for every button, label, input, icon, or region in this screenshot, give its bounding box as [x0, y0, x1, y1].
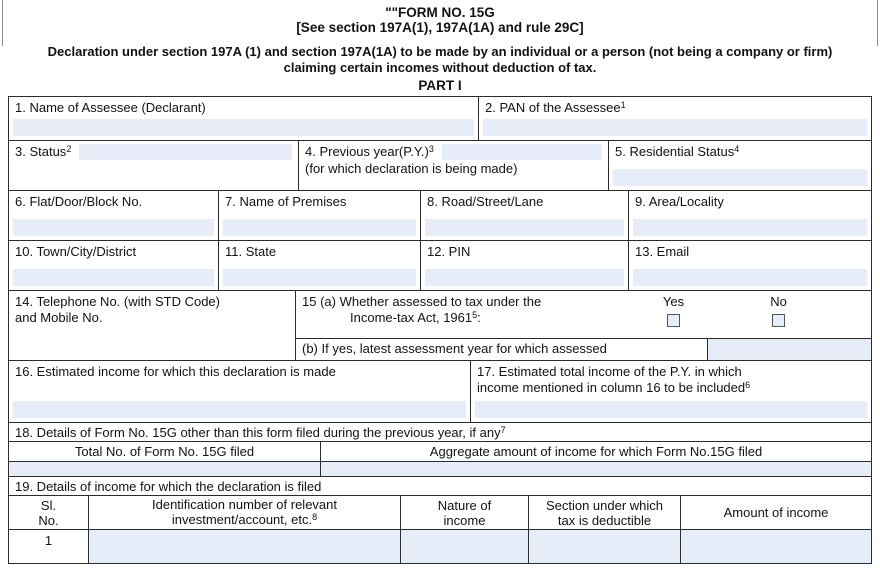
- road-label: 8. Road/Street/Lane: [427, 194, 544, 209]
- email-cell: [629, 241, 871, 290]
- area-cell: [629, 191, 871, 240]
- no-option: [726, 291, 831, 338]
- section-input[interactable]: [529, 530, 681, 563]
- flat-cell: [9, 191, 219, 240]
- spacer: [831, 291, 871, 338]
- sl-no-header: Sl. No.: [9, 496, 89, 529]
- name-of-assessee-input[interactable]: [13, 119, 474, 136]
- q15b-label: (b) If yes, latest assessment year for which assessed: [296, 339, 708, 360]
- q15a-row: [296, 291, 871, 339]
- form-subtitle: [See section 197A(1), 197A(1A) and rule 29C]: [296, 20, 584, 35]
- income-table-row: [9, 530, 871, 563]
- estimated-total-income-label: 17. Estimated total income of the P.Y. in which income mentioned in column 16 to be included$^6$: [477, 364, 751, 395]
- residential-status-input[interactable]: [613, 169, 867, 186]
- row-14-15: [9, 291, 871, 361]
- state-cell: [219, 241, 421, 290]
- q18-label: 18. Details of Form No. 15G other than this form filed during the previous year, if any$^7$: [9, 423, 871, 442]
- yes-label: Yes: [662, 294, 685, 309]
- state-label: 11. State: [225, 244, 277, 259]
- yes-checkbox[interactable]: [667, 314, 680, 327]
- form-declaration: Declaration under section 197A (1) and section 197A(1A) to be made by an individual or a person (not being a company or firm) claiming certain incomes without deduction of tax.: [47, 44, 833, 75]
- form15g-aggregate-header: Aggregate amount of income for which Form No.15G filed: [429, 444, 763, 459]
- road-cell: [421, 191, 629, 240]
- section-header: Section under which tax is deductible: [529, 496, 681, 529]
- form15g-aggregate-input[interactable]: [321, 462, 871, 476]
- part-title: PART I: [418, 78, 462, 93]
- row-16-17: [9, 361, 871, 423]
- email-input[interactable]: [633, 269, 867, 286]
- page-edge-left: [2, 0, 3, 46]
- email-label: 13. Email: [635, 244, 690, 259]
- assessment-year-input[interactable]: [708, 339, 871, 360]
- status-cell: [9, 141, 299, 190]
- estimated-income-label: 16. Estimated income for which this declaration is made: [15, 364, 336, 379]
- estimated-total-income-cell: [471, 361, 871, 422]
- identification-input[interactable]: [89, 530, 401, 563]
- identification-header: Identification number of relevant investment/account, etc.$^8$: [89, 496, 401, 529]
- pan-input[interactable]: [483, 119, 867, 136]
- road-input[interactable]: [425, 219, 624, 236]
- estimated-income-input[interactable]: [13, 401, 466, 418]
- income-table-header: [9, 496, 871, 530]
- sl-no-value: 1: [9, 530, 89, 563]
- status-input[interactable]: [79, 144, 292, 160]
- pan-label: 2. PAN of the Assessee$^1$: [485, 100, 626, 115]
- q15b-row: [296, 339, 871, 360]
- pin-input[interactable]: [425, 269, 624, 286]
- q15-cell: [296, 291, 871, 360]
- part1-table: [8, 96, 872, 564]
- pin-cell: [421, 241, 629, 290]
- row-19: [9, 477, 871, 563]
- estimated-total-income-input[interactable]: [475, 401, 867, 418]
- q18-inputs: [9, 462, 871, 476]
- amount-header: Amount of income: [723, 505, 829, 520]
- row-18: [9, 423, 871, 477]
- q15a-label: 15 (a) Whether assessed to tax under the Income-tax Act, 1961$^5$:: [302, 294, 542, 325]
- row-6-9: [9, 191, 871, 241]
- previous-year-note: (for which declaration is being made): [305, 161, 518, 176]
- premises-cell: [219, 191, 421, 240]
- row-1-2: [9, 97, 871, 141]
- amount-input[interactable]: [681, 530, 871, 563]
- no-label: No: [770, 294, 787, 309]
- name-of-assessee-cell: [9, 97, 479, 140]
- telephone-label: 14. Telephone No. (with STD Code) and Mobile No.: [15, 294, 220, 325]
- residential-status-cell: [609, 141, 871, 190]
- q19-label: 19. Details of income for which the declaration is filed: [9, 477, 871, 496]
- status-label: 3. Status$^2$: [15, 144, 72, 159]
- name-of-assessee-label: 1. Name of Assessee (Declarant): [15, 100, 206, 115]
- premises-label: 7. Name of Premises: [225, 194, 347, 209]
- pin-label: 12. PIN: [427, 244, 471, 259]
- town-cell: [9, 241, 219, 290]
- page-edge-right: [877, 0, 878, 46]
- state-input[interactable]: [223, 269, 416, 286]
- telephone-cell: [9, 291, 296, 360]
- premises-input[interactable]: [223, 219, 416, 236]
- area-label: 9. Area/Locality: [635, 194, 724, 209]
- nature-input[interactable]: [401, 530, 529, 563]
- no-checkbox[interactable]: [772, 314, 785, 327]
- flat-label: 6. Flat/Door/Block No.: [15, 194, 143, 209]
- row-10-13: [9, 241, 871, 291]
- town-input[interactable]: [13, 269, 214, 286]
- previous-year-cell: [299, 141, 609, 190]
- q18-headers: [9, 442, 871, 462]
- previous-year-label: 4. Previous $year(P.Y.)^3$: [305, 144, 434, 159]
- previous-year-input[interactable]: [442, 144, 602, 160]
- residential-status-label: 5. Residential Status$^4$: [615, 144, 740, 159]
- pan-cell: [479, 97, 871, 140]
- yes-option: [621, 291, 726, 338]
- town-label: 10. Town/City/District: [15, 244, 137, 259]
- form-title: ""FORM NO. 15G: [385, 5, 495, 20]
- row-3-4-5: [9, 141, 871, 191]
- nature-header: Nature of income: [401, 496, 529, 529]
- area-input[interactable]: [633, 219, 867, 236]
- flat-input[interactable]: [13, 219, 214, 236]
- estimated-income-cell: [9, 361, 471, 422]
- form15g-count-input[interactable]: [9, 462, 321, 476]
- form15g-count-header: Total No. of Form No. 15G filed: [9, 442, 321, 461]
